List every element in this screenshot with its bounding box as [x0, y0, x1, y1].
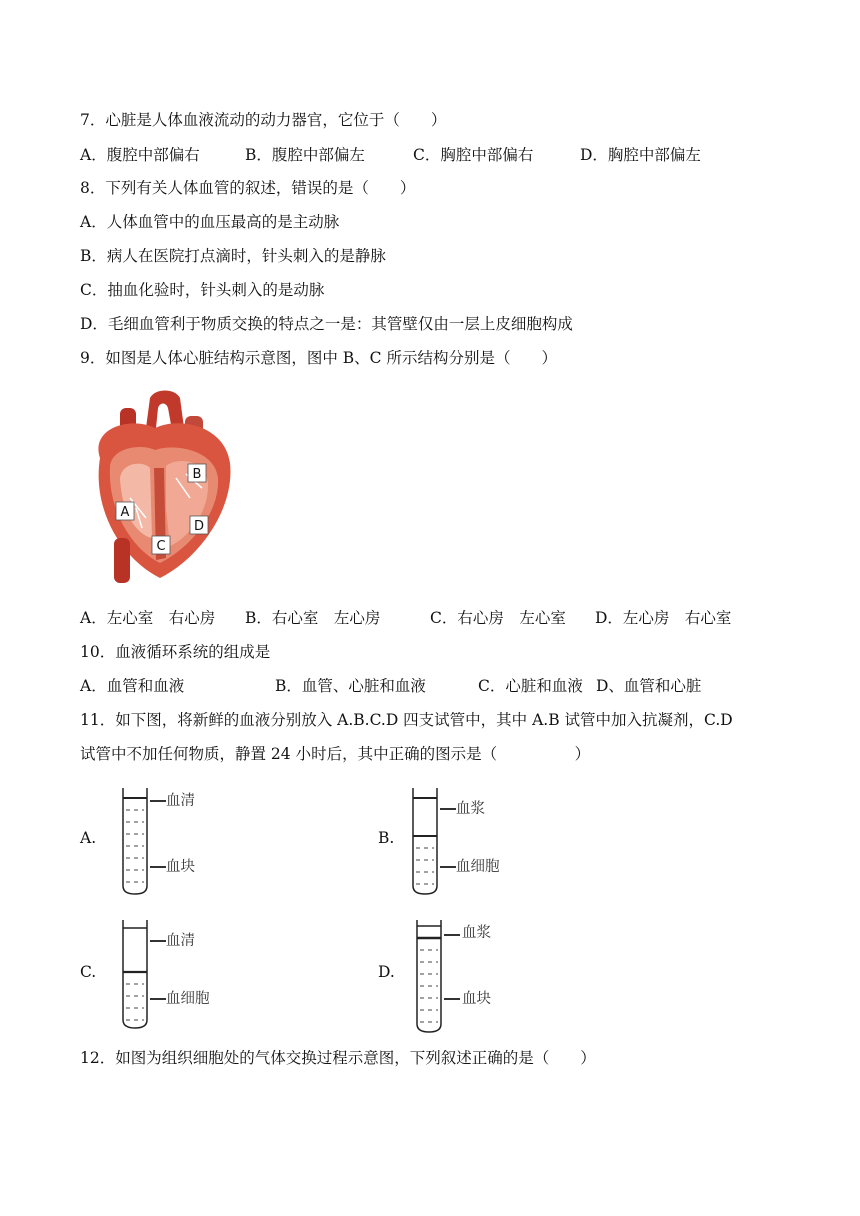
test-tube-d: [414, 918, 444, 1034]
heart-label-c: C: [156, 539, 166, 554]
tube-c-pointer-bottom: [150, 998, 166, 1000]
q9-option-d: D．左心房 右心室: [595, 609, 732, 627]
heart-illustration: [80, 388, 240, 588]
tube-d-top-label: 血浆: [462, 925, 491, 941]
tube-a-pointer-top: [150, 800, 166, 802]
tube-a-top-label: 血清: [166, 793, 195, 809]
q7-option-c: C．胸腔中部偏右: [413, 146, 534, 164]
heart-label-b: B: [192, 467, 202, 482]
heart-label-d: D: [193, 519, 205, 534]
q8-option-b: B．病人在医院打点滴时，针头刺入的是静脉: [80, 247, 386, 265]
tube-a-option: A.: [80, 829, 97, 847]
q7-option-a: A．腹腔中部偏右: [80, 146, 200, 164]
q8-option-a: A．人体血管中的血压最高的是主动脉: [80, 213, 340, 231]
tube-b-pointer-top: [440, 808, 456, 810]
q9-option-b: B．右心室 左心房: [245, 609, 381, 627]
tube-a-pointer-bottom: [150, 866, 166, 868]
tube-d-bottom-label: 血块: [462, 991, 491, 1007]
q9-option-c: C．右心房 左心室: [430, 609, 566, 627]
q7-option-d: D．胸腔中部偏左: [580, 146, 701, 164]
q10-option-c: C．心脏和血液: [478, 677, 583, 695]
q9-stem: 9．如图是人体心脏结构示意图，图中 B、C 所示结构分别是（ ）: [80, 349, 557, 367]
q10-option-d: D、血管和心脏: [596, 677, 702, 695]
tube-c-pointer-top: [150, 940, 166, 942]
test-tube-a: [120, 786, 150, 896]
test-tube-b: [410, 786, 440, 896]
test-tube-c: [120, 918, 150, 1030]
tube-b-pointer-bottom: [440, 866, 456, 868]
tube-d-pointer-bottom: [444, 998, 460, 1000]
q10-option-a: A．血管和血液: [80, 677, 185, 695]
tube-c-top-label: 血清: [166, 933, 195, 949]
tube-b-option: B.: [378, 829, 395, 847]
q8-option-d: D．毛细血管利于物质交换的特点之一是：其管壁仅由一层上皮细胞构成: [80, 315, 573, 333]
tube-a-bottom-label: 血块: [166, 859, 195, 875]
q10-option-b: B．血管、心脏和血液: [275, 677, 426, 695]
q10-stem: 10．血液循环系统的组成是: [80, 643, 271, 661]
heart-diagram: [80, 388, 240, 588]
q12-stem: 12．如图为组织细胞处的气体交换过程示意图，下列叙述正确的是（ ）: [80, 1049, 596, 1067]
tube-c-bottom-label: 血细胞: [166, 991, 210, 1007]
q7-option-b: B．腹腔中部偏左: [245, 146, 365, 164]
q9-option-a: A．左心室 右心房: [80, 609, 216, 627]
q11-stem-line1: 11．如下图，将新鲜的血液分别放入 A.B.C.D 四支试管中，其中 A.B 试管中加入抗凝剂，C.D: [80, 711, 733, 729]
tube-b-bottom-label: 血细胞: [456, 859, 500, 875]
q8-option-c: C．抽血化验时，针头刺入的是动脉: [80, 281, 325, 299]
q11-stem-line2: 试管中不加任何物质，静置 24 小时后，其中正确的图示是（ ）: [80, 745, 591, 763]
q7-stem: 7．心脏是人体血液流动的动力器官，它位于（ ）: [80, 111, 447, 129]
heart-label-a: A: [120, 505, 130, 520]
tube-d-option: D.: [378, 963, 395, 981]
q8-stem: 8．下列有关人体血管的叙述，错误的是（ ）: [80, 179, 416, 197]
tube-d-pointer-top: [444, 934, 460, 936]
tube-c-option: C.: [80, 963, 97, 981]
tube-b-top-label: 血浆: [456, 801, 485, 817]
